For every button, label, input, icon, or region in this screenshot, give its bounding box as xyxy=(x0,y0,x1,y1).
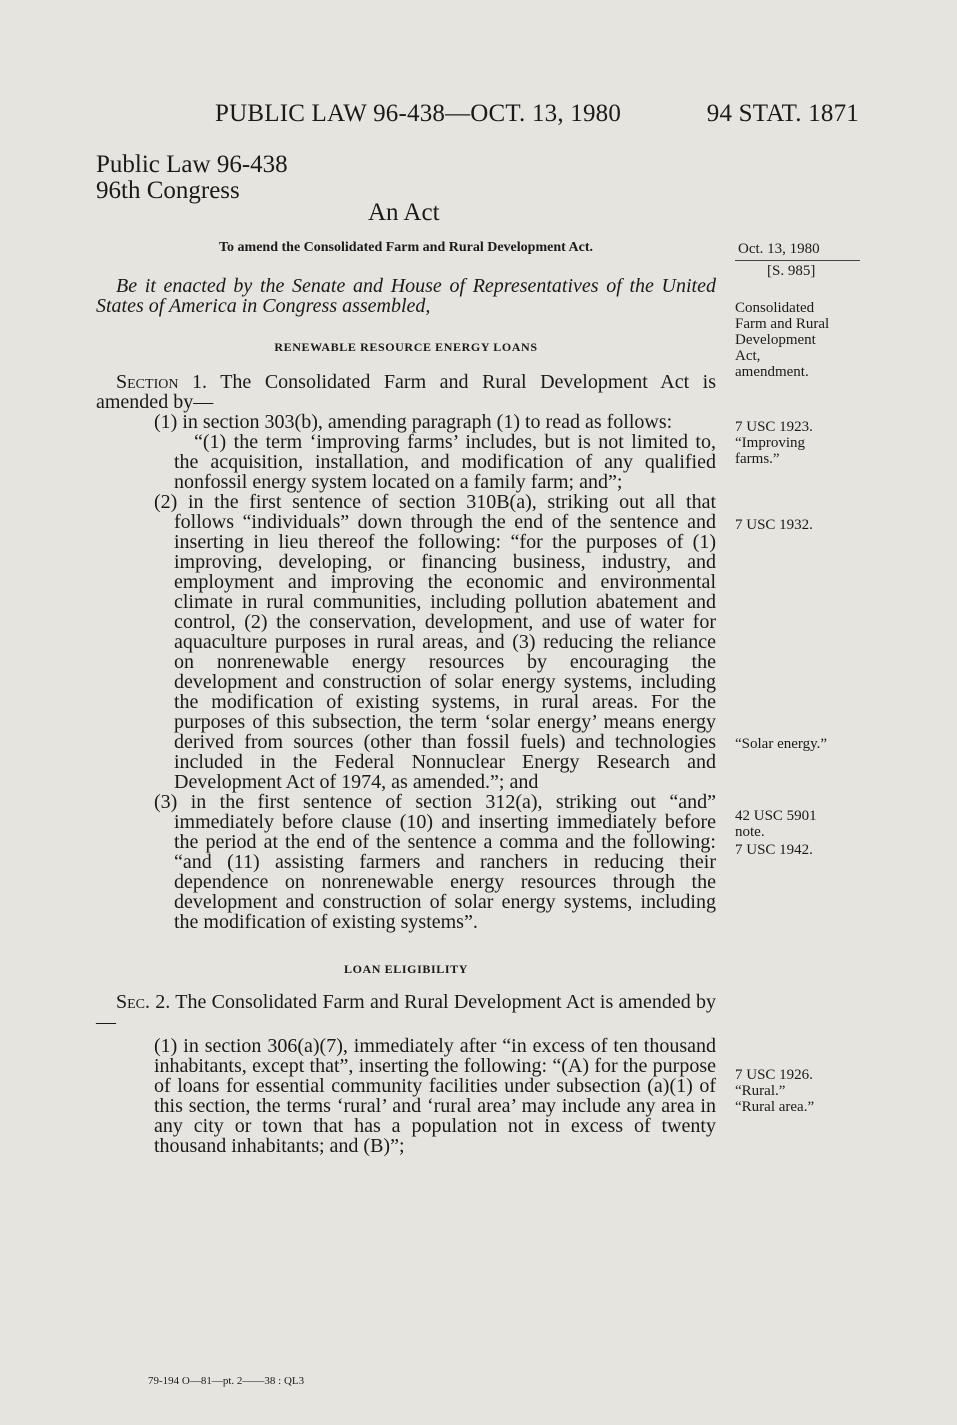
margin-note-7-usc-1932: 7 USC 1932. xyxy=(735,517,813,533)
running-header-page: 94 STAT. 1871 xyxy=(706,100,859,127)
main-text-column xyxy=(96,276,716,1156)
public-law-number: Public Law 96-438 xyxy=(96,151,288,178)
margin-note-consolidated-farm: Consolidated Farm and Rural Development Act, amendment. xyxy=(735,300,830,380)
section-heading-renewable-resource: RENEWABLE RESOURCE ENERGY LOANS xyxy=(274,340,538,354)
enacting-clause: Be it enacted by the Senate and House of Representatives of the United States of America in Congress assembled, xyxy=(96,275,716,317)
section-2-intro xyxy=(96,992,716,1032)
margin-rule xyxy=(735,260,860,261)
margin-note-7-usc-1942: 7 USC 1942. xyxy=(735,842,813,858)
act-purpose: To amend the Consolidated Farm and Rural Development Act. xyxy=(219,240,593,255)
section-1-paragraph-2: (2) in the first sentence of section 310B(a), striking out all that follows “individuals” down through the end of the sentence and inserting in lieu thereof the following: “for the purposes of (1) improving, developing, or financing business, industry, and employment and improving the economic and environmental climate in rural communities, including pollution abatement and control, (2) the conservation, development, and use of water for aquaculture purposes in rural areas, and (3) reducing the reliance on nonrenewable energy resources by encouraging the development and construction of solar energy systems, including the modification of existing systems, in rural areas. For the purposes of this subsection, the term ‘solar energy’ means energy derived from sources (other than fossil fuels) and technologies included in the Federal Nonnuclear Energy Research and Development Act of 1974, as amended.”; and xyxy=(154,491,716,793)
margin-date-block xyxy=(735,241,860,280)
printing-code-footer: 79-194 O—81—pt. 2——38 : QL3 xyxy=(148,1375,305,1387)
margin-note-7-usc-1926: 7 USC 1926. “Rural.” “Rural area.” xyxy=(735,1067,815,1115)
law-identification xyxy=(96,152,288,204)
act-title: An Act xyxy=(368,199,440,226)
section-1-label: Section 1. xyxy=(116,371,207,393)
section-1-paragraph-1-quote: “(1) the term ‘improving farms’ includes, but is not limited to, the acquisition, installation, and modification of any qualified nonfossil energy system located on a family farm; and”; xyxy=(174,431,716,493)
section-1-intro-text: The Consolidated Farm and Rural Development Act is amended by— xyxy=(96,371,717,413)
margin-note-7-usc-1923: 7 USC 1923. “Improving farms.” xyxy=(735,419,813,467)
running-header-left: PUBLIC LAW 96-438—OCT. 13, 1980 xyxy=(215,100,622,127)
margin-note-solar-energy: “Solar energy.” xyxy=(735,736,828,752)
section-2-paragraph-1: (1) in section 306(a)(7), immediately after “in excess of ten thousand inhabitants, except that”, inserting the following: “(A) for the purpose of loans for essential community facilities under subsection (a)(1) of this section, the terms ‘rural’ and ‘rural area’ may include any area in any city or town that has a population not in excess of twenty thousand inhabitants; and (B)”; xyxy=(154,1035,716,1157)
section-2-label: Sec. 2. xyxy=(116,991,171,1013)
section-1-intro xyxy=(96,372,716,412)
margin-bill-number: [S. 985] xyxy=(767,263,816,279)
section-1-paragraph-3: (3) in the first sentence of section 312(a), striking out “and” immediately before clause (10) and inserting immediately before the period at the end of the sentence a comma and the following: “and (11) assisting farmers and ranchers in reducing their dependence on nonrenewable energy resources through the development and construction of solar energy systems, including the modification of existing systems”. xyxy=(154,791,716,933)
section-2-intro-text: The Consolidated Farm and Rural Development Act is amended by— xyxy=(96,991,717,1033)
section-1-paragraph-1: (1) in section 303(b), amending paragraph (1) to read as follows: xyxy=(154,411,673,433)
margin-note-42-usc-5901: 42 USC 5901 note. xyxy=(735,808,817,840)
congress-number: 96th Congress xyxy=(96,177,240,204)
section-heading-loan-eligibility: LOAN ELIGIBILITY xyxy=(344,962,468,976)
margin-date: Oct. 13, 1980 xyxy=(738,241,820,257)
